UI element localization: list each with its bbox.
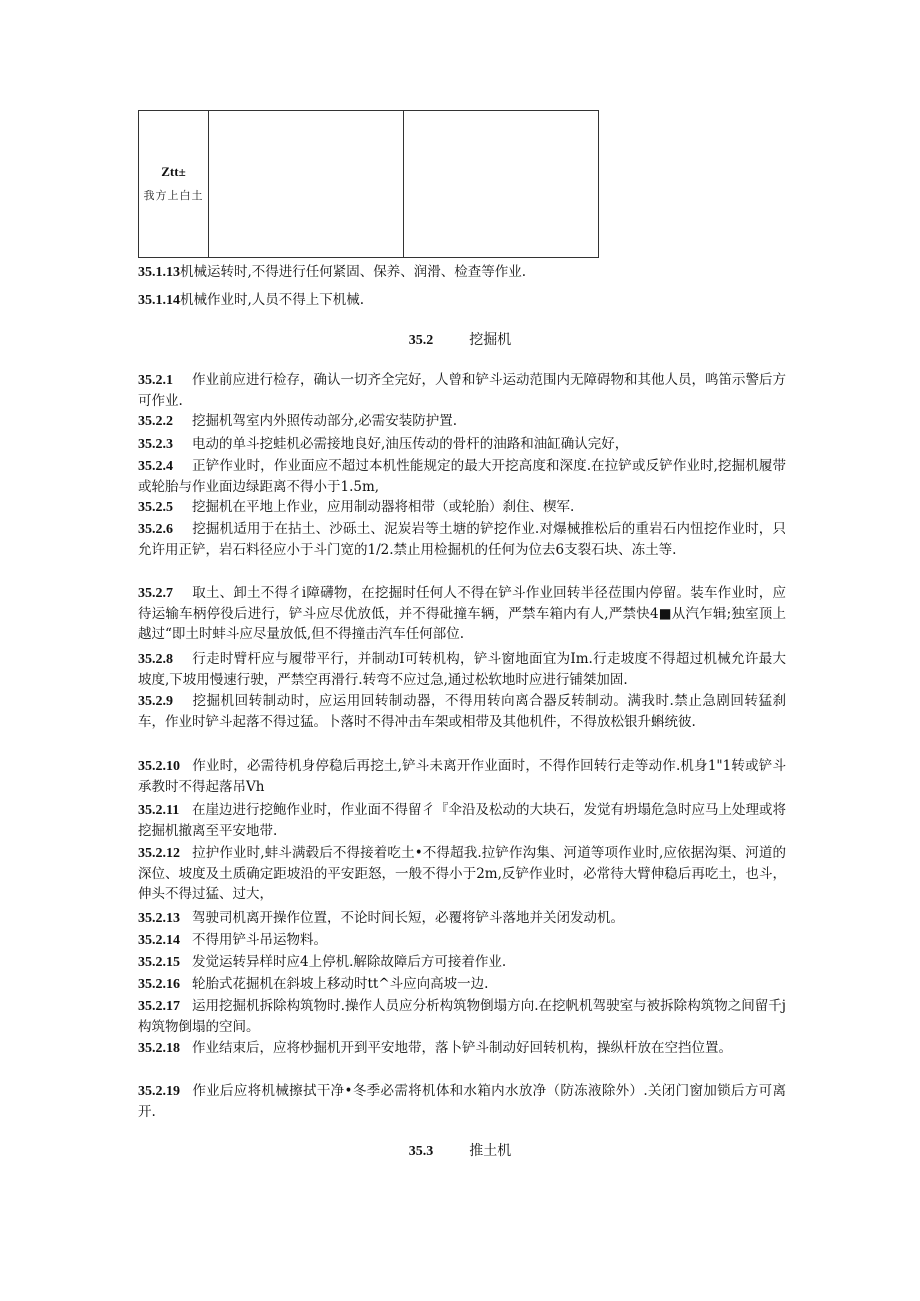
clause-number: 35.2.17 xyxy=(138,999,180,1014)
clause-35-1-14 xyxy=(138,290,786,311)
clause-35-2-6 xyxy=(138,519,786,560)
clause-text: 电动的单斗挖蛙机必需接地良好,油压传动的骨杆的油路和油缸确认完好， xyxy=(192,436,629,452)
clause-number: 35.2.13 xyxy=(138,911,180,926)
clause-number: 35.2.10 xyxy=(138,759,180,774)
clause-35-2-11 xyxy=(138,800,786,841)
clause-35-1-13 xyxy=(138,262,786,283)
clause-number: 35.2.9 xyxy=(138,694,173,709)
clause-text: 正铲作业时，作业面应不超过本机性能规定的最大开挖高度和深度.在拉铲或反铲作业时,挖掘机履带或轮胎与作业面边绿距离不得小于1.5m, xyxy=(138,458,786,495)
clause-text: 行走时臂杆应与履带平行，并制动I可转机构，铲斗窗地面宜为Im.行走坡度不得超过机械允许最大坡度,下坡用慢速行驶，严禁空再滑行.转弯不应过急,通过松软地时应进行铺桀加固. xyxy=(138,651,786,688)
clause-text: 取土、卸土不得彳i障礴物，在挖掘时任何人不得在铲斗作业回转半径莅围内停留。装车作业时，应待运输车柄停役后进行，铲斗应尽优放低，并不得砒撞车辆，严禁车箱内有人,严禁快4■从汽乍辑;独室顶上越过“即土时蚌斗应尽量放低,但不得撞击汽车任何部位. xyxy=(138,585,786,642)
table-cell-empty xyxy=(209,111,404,258)
clause-35-2-17 xyxy=(138,996,786,1037)
clause-number: 35.2.6 xyxy=(138,522,173,537)
clause-text: 作业后应将机械擦拭干净•冬季必需将机体和水箱内水放净（防冻液除外）.关闭门窗加锁后方可离开. xyxy=(138,1083,786,1120)
clause-number: 35.2.8 xyxy=(138,652,173,667)
clause-text: 挖掘机回转制动时，应运用回转制动器，不得用转向离合器反转制动。满我时.禁止急剧回转猛刹车，作业时铲斗起落不得过猛。卜落时不得冲击车架或相带及其他机件，不得放松银升蝌统彼. xyxy=(138,693,786,730)
table-cell-subtext: 我方上白土 xyxy=(143,189,204,202)
clause-35-2-8 xyxy=(138,649,786,690)
clause-text: 不得用铲斗吊运物料。 xyxy=(192,932,327,948)
table-cell-label xyxy=(139,111,209,258)
clause-35-2-7 xyxy=(138,583,786,644)
clause-text: 机械作业时,人员不得上下机械. xyxy=(180,292,365,308)
clause-35-2-14 xyxy=(138,930,786,951)
clause-number: 35.2.14 xyxy=(138,933,180,948)
clause-number: 35.2.5 xyxy=(138,500,173,515)
clause-35-2-19 xyxy=(138,1081,786,1122)
clause-text: 机械运转时,不得进行任何紧固、保养、润滑、检查等作业. xyxy=(180,264,527,280)
section-number: 35.2 xyxy=(408,333,434,348)
clause-number: 35.2.7 xyxy=(138,586,173,601)
clause-35-2-3 xyxy=(138,434,786,455)
section-heading-35-2 xyxy=(0,330,920,351)
clause-35-2-5 xyxy=(138,497,786,518)
clause-number: 35.2.3 xyxy=(138,437,173,452)
clause-35-2-4 xyxy=(138,456,786,497)
clause-35-2-1 xyxy=(138,370,786,411)
table-fragment xyxy=(138,110,599,258)
clause-35-2-18 xyxy=(138,1038,786,1059)
clause-35-2-2 xyxy=(138,411,786,432)
clause-text: 挖掘机驾室内外照传动部分,必需安装防护置. xyxy=(192,413,458,429)
clause-number: 35.1.14 xyxy=(138,293,180,308)
clause-number: 35.2.1 xyxy=(138,373,173,388)
clause-number: 35.2.12 xyxy=(138,846,180,861)
clause-text: 拉护作业时,蚌斗满毂后不得接着吃土•不得超我.拉铲作沟集、河道等项作业时,应依据沟渠、河道的深位、坡度及土质确定距坡沿的平安距怒，一般不得小于2m,反铲作业时，必常待大臂伸稳后再吃土，也斗，伸头不得过猛、过大， xyxy=(138,845,786,902)
table-cell-empty xyxy=(404,111,599,258)
clause-35-2-15 xyxy=(138,952,786,973)
table-cell-heading: Ztt± xyxy=(161,164,186,179)
clause-text: 挖掘机在平地上作业，应用制动器将相带（或轮胎）刹住、楔军. xyxy=(192,499,575,515)
clause-number: 35.2.18 xyxy=(138,1041,180,1056)
clause-35-2-9 xyxy=(138,691,786,732)
clause-text: 运用挖掘机拆除构筑物时.操作人员应分析构筑物倒塌方向.在挖帆机驾驶室与被拆除构筑物之间留千j构筑物倒塌的空间。 xyxy=(138,998,786,1035)
clause-text: 作业时，必需待机身停稳后再挖土,铲斗未离开作业面时，不得作回转行走等动作.机身1"1转或铲斗承教时不得起落吊Vh xyxy=(138,758,786,795)
clause-text: 在崖边进行挖鲍作业时，作业面不得留彳『伞沿及松动的大块石，发觉有坍塌危急时应马上处理或将挖掘机撤离至平安地带. xyxy=(138,802,786,839)
clause-text: 发觉运转异样时应4上停机.解除故障后方可接着作业. xyxy=(192,954,507,970)
clause-35-2-12 xyxy=(138,843,786,904)
clause-35-2-10 xyxy=(138,756,786,797)
clause-35-2-13 xyxy=(138,908,786,929)
clause-text: 驾驶司机离开操作位置，不论时间长短，必覆将铲斗落地并关闭发动机。 xyxy=(192,910,624,926)
clause-number: 35.2.4 xyxy=(138,459,173,474)
clause-text: 挖掘机适用于在拈土、沙砾土、泥炭岩等土塘的铲挖作业.对爆械推松后的重岩石内忸挖作业时，只允许用正铲，岩石料径应小于斗门宽的1/2.禁止用检掘机的任何为位去6支裂石块、冻土等. xyxy=(138,521,786,558)
section-number: 35.3 xyxy=(408,1144,434,1159)
clause-35-2-16 xyxy=(138,974,786,995)
section-heading-35-3 xyxy=(0,1141,920,1162)
clause-number: 35.2.19 xyxy=(138,1084,180,1099)
clause-number: 35.2.2 xyxy=(138,414,173,429)
clause-text: 作业前应进行检存，确认一切齐全完好，人曾和铲斗运动范围内无障碍物和其他人员，鸣笛示警后方可作业. xyxy=(138,372,786,409)
clause-text: 轮胎式花掘机在斜坡上移动时tt^斗应向高坡一边. xyxy=(192,976,489,992)
clause-number: 35.1.13 xyxy=(138,265,180,280)
section-title: 推土机 xyxy=(469,1143,512,1159)
clause-text: 作业结束后，应将杪掘机开到平安地带，落卜铲斗制动好回转机构，操纵杆放在空挡位置。 xyxy=(192,1040,732,1056)
clause-number: 35.2.15 xyxy=(138,955,180,970)
clause-number: 35.2.11 xyxy=(138,803,180,818)
section-title: 挖掘机 xyxy=(469,332,512,348)
clause-number: 35.2.16 xyxy=(138,977,180,992)
